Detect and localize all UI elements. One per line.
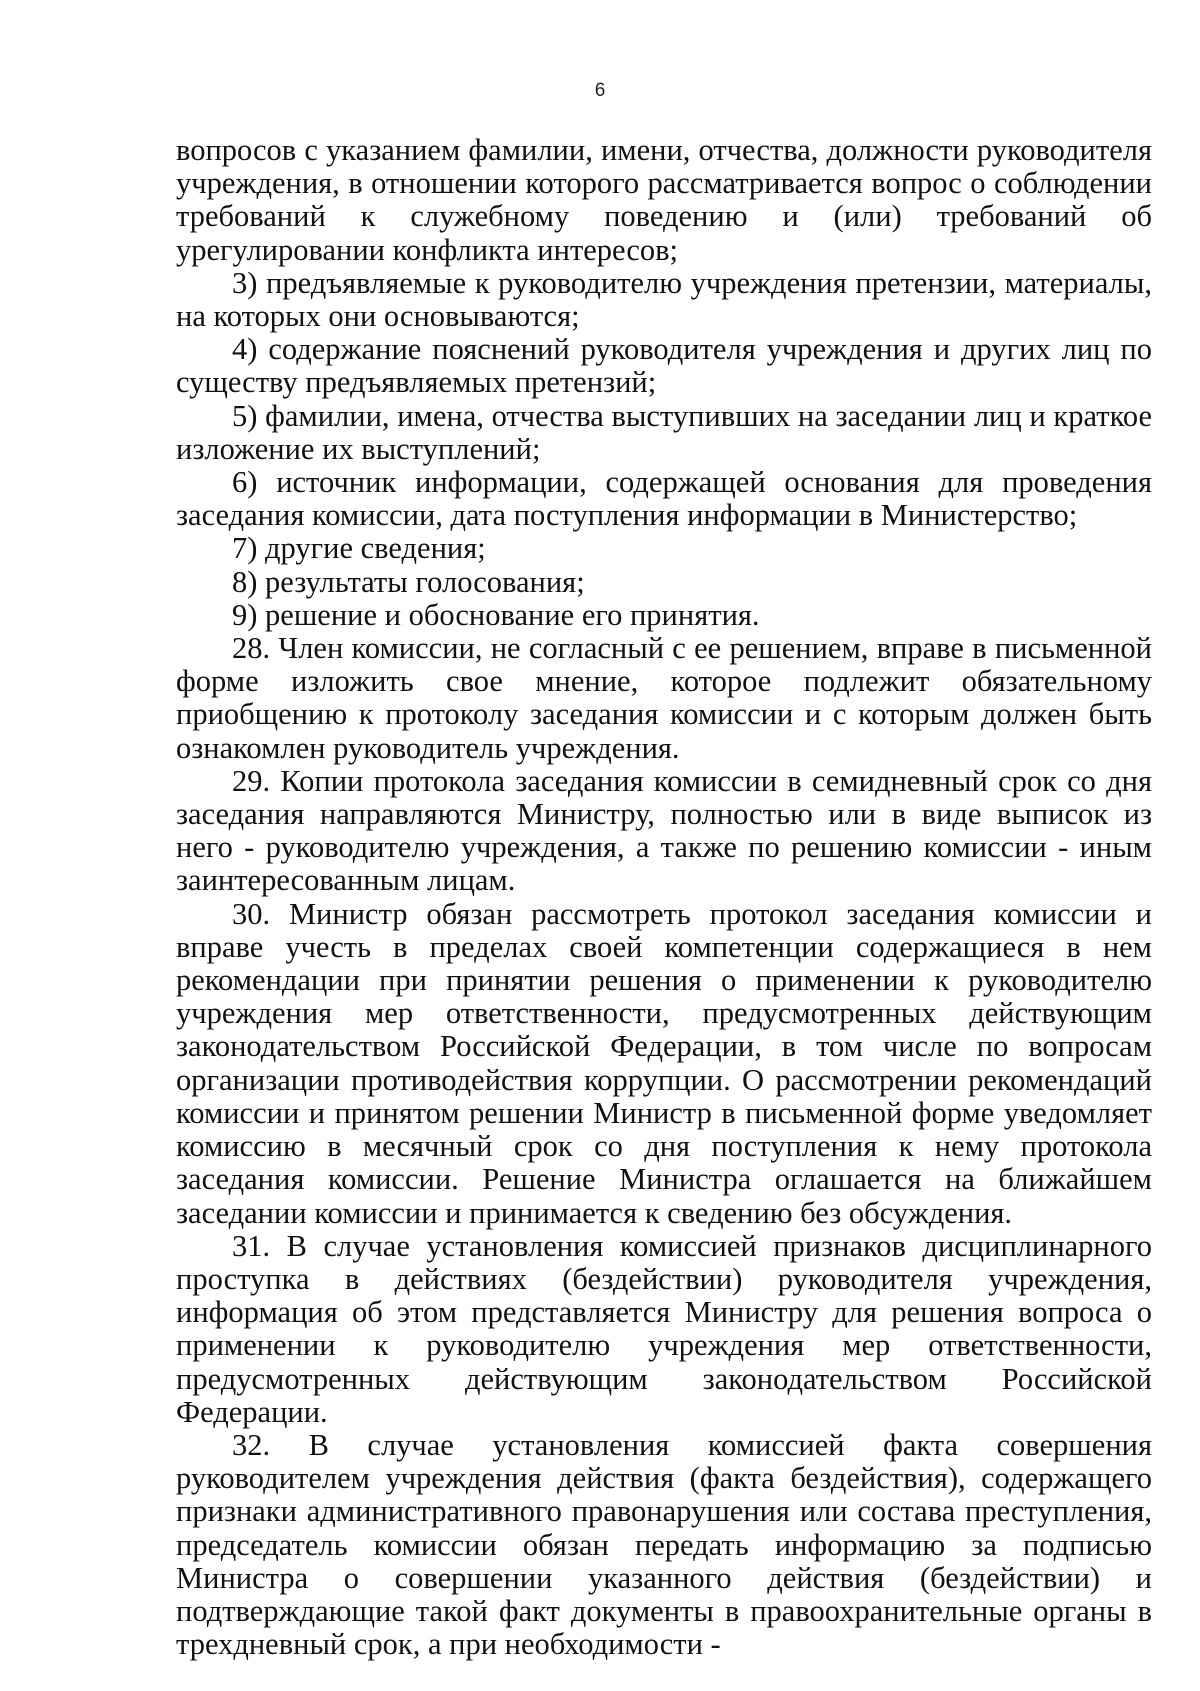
page-number: 6	[594, 80, 606, 101]
list-item-4: 4) содержание пояснений руководителя учреждения и других лиц по существу предъявляемых претензий;	[176, 332, 1152, 400]
list-item-7: 7) другие сведения;	[232, 531, 486, 566]
clause-32: 32. В случае установления комиссией факта совершения руководителем учреждения действия (факта бездействия), содержащего признаки административного правонарушения или состава преступления, председатель комиссии обязан передать информацию за подписью Министра о совершении указанного действия (бездействии) и подтверждающие такой факт документы в правоохранительные органы в трехдневный срок, а при необходимости -	[176, 1427, 1152, 1662]
clause-29: 29. Копии протокола заседания комиссии в семидневный срок со дня заседания направляются Министру, полностью или в виде выписок из него - руководителю учреждения, а также по решению комиссии - иным заинтересованным лицам.	[176, 763, 1152, 898]
clause-30: 30. Министр обязан рассмотреть протокол заседания комиссии и вправе учесть в пределах своей компетенции содержащиеся в нем рекомендации при принятии решения о применении к руководителю учреждения мер ответственности, предусмотренных действующим законодательством Российской Федерации, в том числе по вопросам организации противодействия коррупции. О рассмотрении рекомендаций комиссии и принятом решении Министр в письменной форме уведомляет комиссию в месячный срок со дня поступления к нему протокола заседания комиссии. Решение Министра оглашается на ближайшем заседании комиссии и принимается к сведению без обсуждения.	[176, 896, 1152, 1230]
list-item-9: 9) решение и обоснование его принятия.	[232, 597, 760, 632]
document-body	[176, 134, 1152, 1661]
clause-31: 31. В случае установления комиссией признаков дисциплинарного проступка в действиях (бездействии) руководителя учреждения, информация об этом представляется Министру для решения вопроса о применении к руководителю учреждения мер ответственности, предусмотренных действующим законодательством Российской Федерации.	[176, 1228, 1152, 1429]
list-item-8: 8) результаты голосования;	[232, 564, 585, 599]
list-item-5: 5) фамилии, имена, отчества выступивших на заседании лиц и краткое изложение их выступлений;	[176, 398, 1152, 466]
list-item-3: 3) предъявляемые к руководителю учреждения претензии, материалы, на которых они основываются;	[176, 265, 1152, 334]
clause-28: 28. Член комиссии, не согласный с ее решением, вправе в письменной форме изложить свое мнение, которое подлежит обязательному приобщению к протоколу заседания комиссии и с которым должен быть ознакомлен руководитель учреждения.	[176, 631, 1152, 765]
list-item-6: 6) источник информации, содержащей основания для проведения заседания комиссии, дата поступления информации в Министерство;	[176, 465, 1152, 533]
paragraph-continuation: вопросов с указанием фамилии, имени, отчества, должности руководителя учреждения, в отношении которого рассматривается вопрос о соблюдении требований к служебному поведению и (или) требований об урегулировании конфликта интересов;	[176, 133, 1152, 267]
